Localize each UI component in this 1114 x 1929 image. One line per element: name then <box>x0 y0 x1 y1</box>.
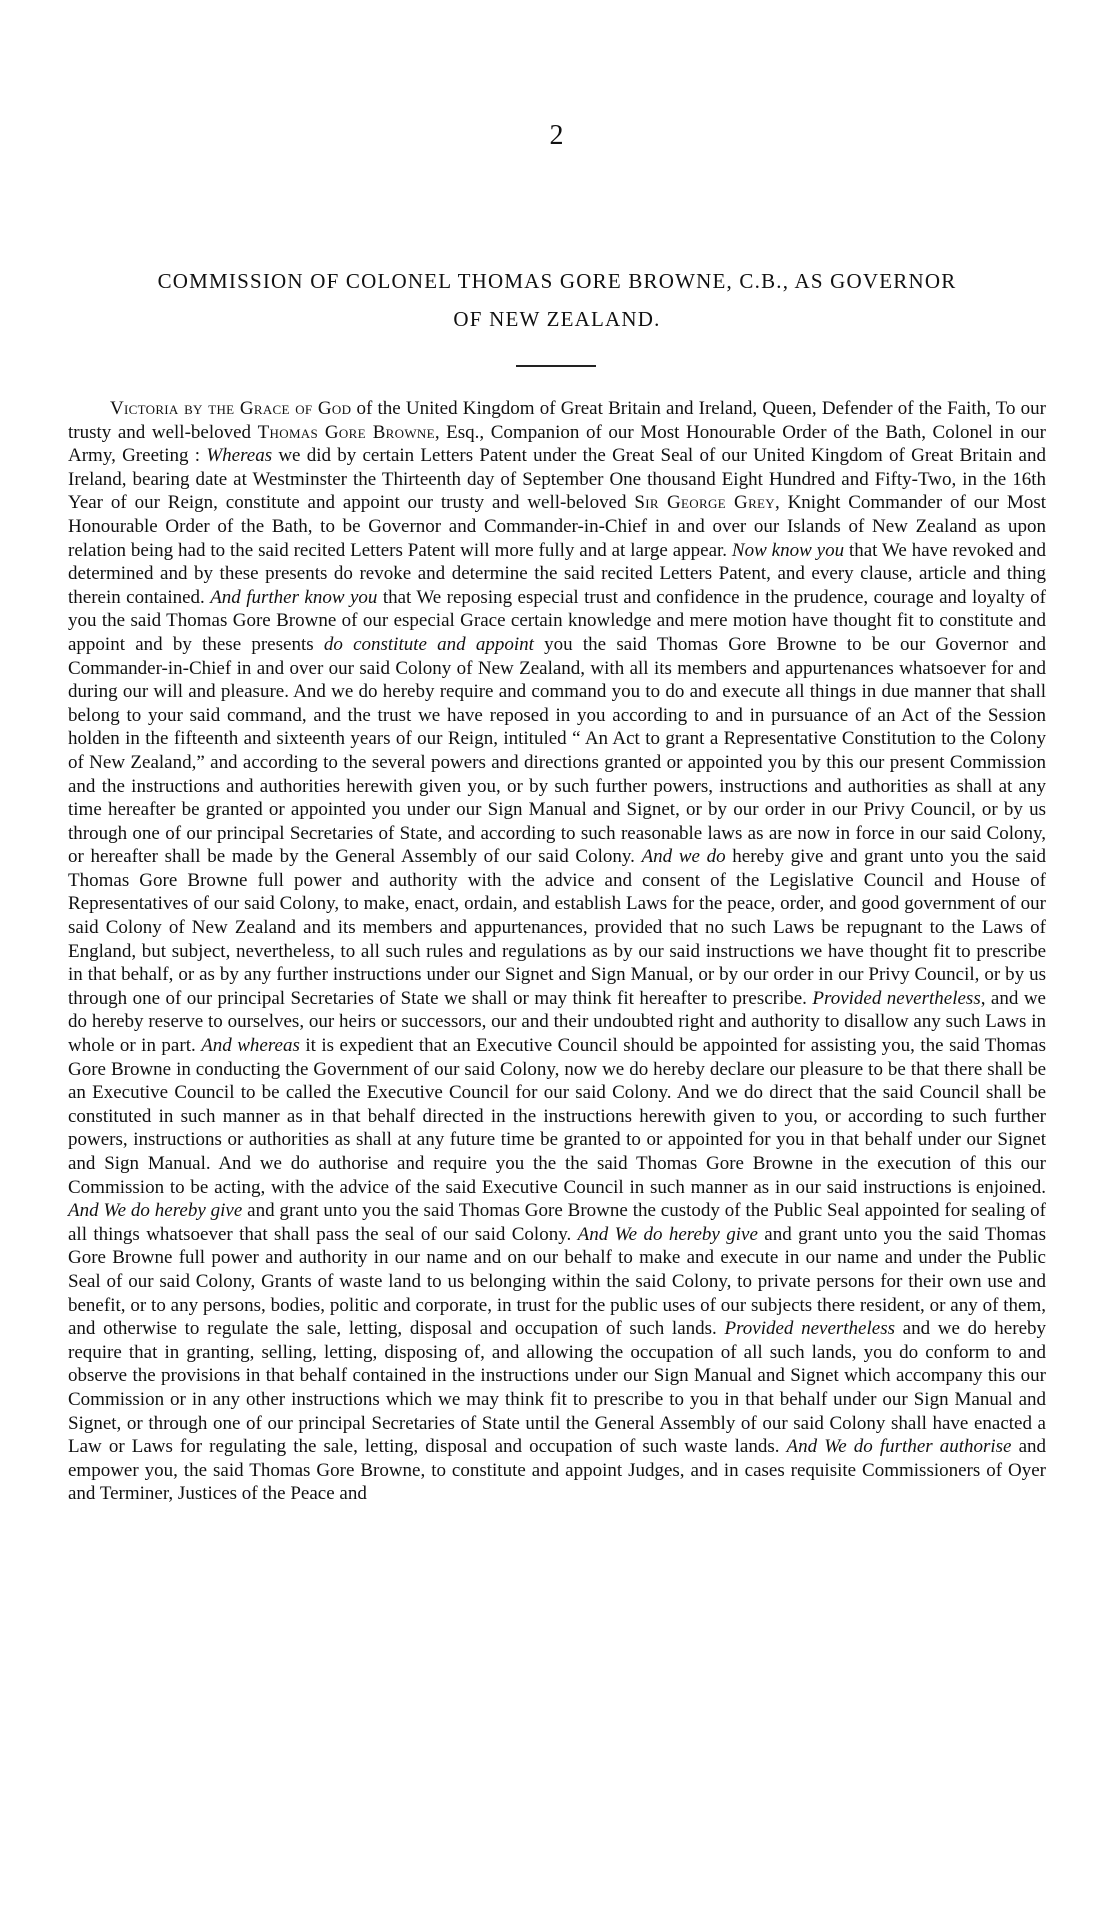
previous-governor-name: Sir George Grey <box>634 492 775 514</box>
italic-phrase: And further know you <box>210 586 378 608</box>
body-segment: and empower you, the said Thomas Gore Browne, to constitute and appoint Judges, and in cases requisite Commissioners of Oyer and Terminer, Justices of the Peace and <box>68 1436 1046 1505</box>
body-segment: and grant unto you the said Thomas Gore Browne the custody of the Public Seal appointed for sealing of all things whatsoever that shall pass the seal of our said Colony. <box>68 1200 1046 1245</box>
body-segment: that We have revoked and determined and by these presents do revoke and determine the said recited Letters Patent, and every clause, article and thing therein contained. <box>68 539 1046 608</box>
body-segment: , and we do hereby reserve to ourselves, our heirs or successors, our and their undoubted right and authority to disallow any such Laws in whole or in part. <box>68 987 1046 1057</box>
italic-phrase: And We do hereby give <box>68 1200 243 1222</box>
italic-phrase: do constitute and appoint <box>323 633 534 655</box>
italic-phrase: Whereas <box>206 445 273 467</box>
italic-phrase: And We do hereby give <box>577 1223 758 1245</box>
italic-phrase: And we do <box>641 846 726 868</box>
body-segment: hereby give and grant unto you the said Thomas Gore Browne full power and authority with the advice and consent of the Legislative Council and House of Representatives of our said Colony, to make, enact, ordain, and establish Laws for the peace, order, and good government of our said Colony of New Zealand and its members and appurtenances, provided that no such Laws be repugnant to the Laws of England, but subject, nevertheless, to all such rules and regulations as by our said instructions we have thought fit to prescribe in that behalf, or as by any further instructions under our Signet and Sign Manual, or by our order in our Privy Council, or by us through one of our principal Secretaries of State we shall or may think fit hereafter to prescribe. <box>68 846 1046 1009</box>
commission-body-text <box>68 397 1046 1506</box>
page-number: 2 <box>549 120 565 151</box>
body-segment: and we do hereby require that in granting, selling, letting, disposing of, and allowing the occupation of all such lands, you do conform to and observe the provisions in that behalf contained in the instructions under our Sign Manual and Signet which accompany this our Commission or in any other instructions which we may think fit to prescribe to you in that behalf under our Sign Manual and Signet, or through one of our principal Secretaries of State until the General Assembly of our said Colony shall have enacted a Law or Laws for regulating the sale, letting, disposal and occupation of such waste lands. <box>68 1318 1046 1458</box>
title-line-1: COMMISSION OF COLONEL THOMAS GORE BROWNE, C.B., AS GOVERNOR <box>157 269 957 293</box>
italic-phrase: Provided nevertheless <box>724 1318 895 1340</box>
body-segment: , Knight Commander of our Most Honourable Order of the Bath, to be Governor and Commander-in-Chief in and over our Islands of New Zealand as upon relation being had to the said recited Letters Patent will more fully and at large appear. <box>68 492 1046 561</box>
document-title <box>62 262 1052 338</box>
body-segment: that We reposing especial trust and confidence in the prudence, courage and loyalty of you the said Thomas Gore Browne of our especial Grace certain knowledge and mere motion have thought fit to constitute and appoint and by these presents <box>68 586 1046 655</box>
italic-phrase: And We do further authorise <box>786 1436 1012 1458</box>
opening-salutation: Victoria by the Grace of God <box>110 398 352 419</box>
body-segment: you the said Thomas Gore Browne to be our Governor and Commander-in-Chief in and over our said Colony of New Zealand, with all its members and appurtenances whatsoever for and during our will and pleasure. And we do hereby require and command you to do and execute all things in due manner that shall belong to your said command, and the trust we have reposed in you according to and in pursuance of an Act of the Session holden in the fifteenth and sixteenth years of our Reign, intituled “ An Act to grant a Representative Constitution to the Colony of New Zealand,” and according to the several powers and directions granted or appointed you by this our present Commission and the instructions and authorities herewith given you, or by such further powers, instructions and authorities as shall at any time hereafter be granted or appointed you under our Sign Manual and Signet, or by our order in our Privy Council, or by us through one of our principal Secretaries of State, and according to such reasonable laws as are now in force in our said Colony, or hereafter shall be made by the General Assembly of our said Colony. <box>68 633 1046 868</box>
governor-name: Thomas Gore Browne <box>257 421 435 443</box>
title-divider <box>516 365 596 367</box>
body-segment: we did by certain Letters Patent under the Great Seal of our United Kingdom of Great Britain and Ireland, bearing date at Westminster the Thirteenth day of September One thousand Eight Hundred and Fifty-Two, in the 16th Year of our Reign, constitute and appoint our trusty and well-beloved <box>68 445 1046 514</box>
body-segment: it is expedient that an Executive Council should be appointed for assisting you, the said Thomas Gore Browne in conducting the Government of our said Colony, now we do hereby declare our pleasure to be that there shall be an Executive Council to be called the Executive Council for our said Colony. And we do direct that the said Council shall be constituted in such manner as in that behalf directed in the instructions herewith given to you, or according to such further powers, instructions or authorities as shall at any future time be granted to or appointed for you in that behalf under our Signet and Sign Manual. And we do authorise and require you the the said Thomas Gore Browne in the execution of this our Commission to be acting, with the advice of the said Executive Council in such manner as in our said instructions is enjoined. <box>68 1035 1047 1198</box>
italic-phrase: Now know you <box>731 539 845 561</box>
italic-phrase: Provided nevertheless <box>812 987 981 1009</box>
body-segment: and grant unto you the said Thomas Gore Browne full power and authority in our name and on our behalf to make and execute in our name and under the Public Seal of our said Colony, Grants of waste land to us belonging within the said Colony, to private persons for their own use and benefit, or to any persons, bodies, politic and corporate, in trust for the public uses of our subjects there resident, or any of them, and otherwise to regulate the sale, letting, disposal and occupation of such lands. <box>68 1223 1046 1340</box>
body-segment: of the United Kingdom of Great Britain and Ireland, Queen, Defender of the Faith, To our trusty and well-beloved <box>68 398 1046 443</box>
title-line-2: OF NEW ZEALAND. <box>453 307 661 331</box>
body-segment: , Esq., Companion of our Most Honourable Order of the Bath, Colonel in our Army, Greeting : <box>68 421 1046 467</box>
italic-phrase: And whereas <box>201 1035 300 1057</box>
